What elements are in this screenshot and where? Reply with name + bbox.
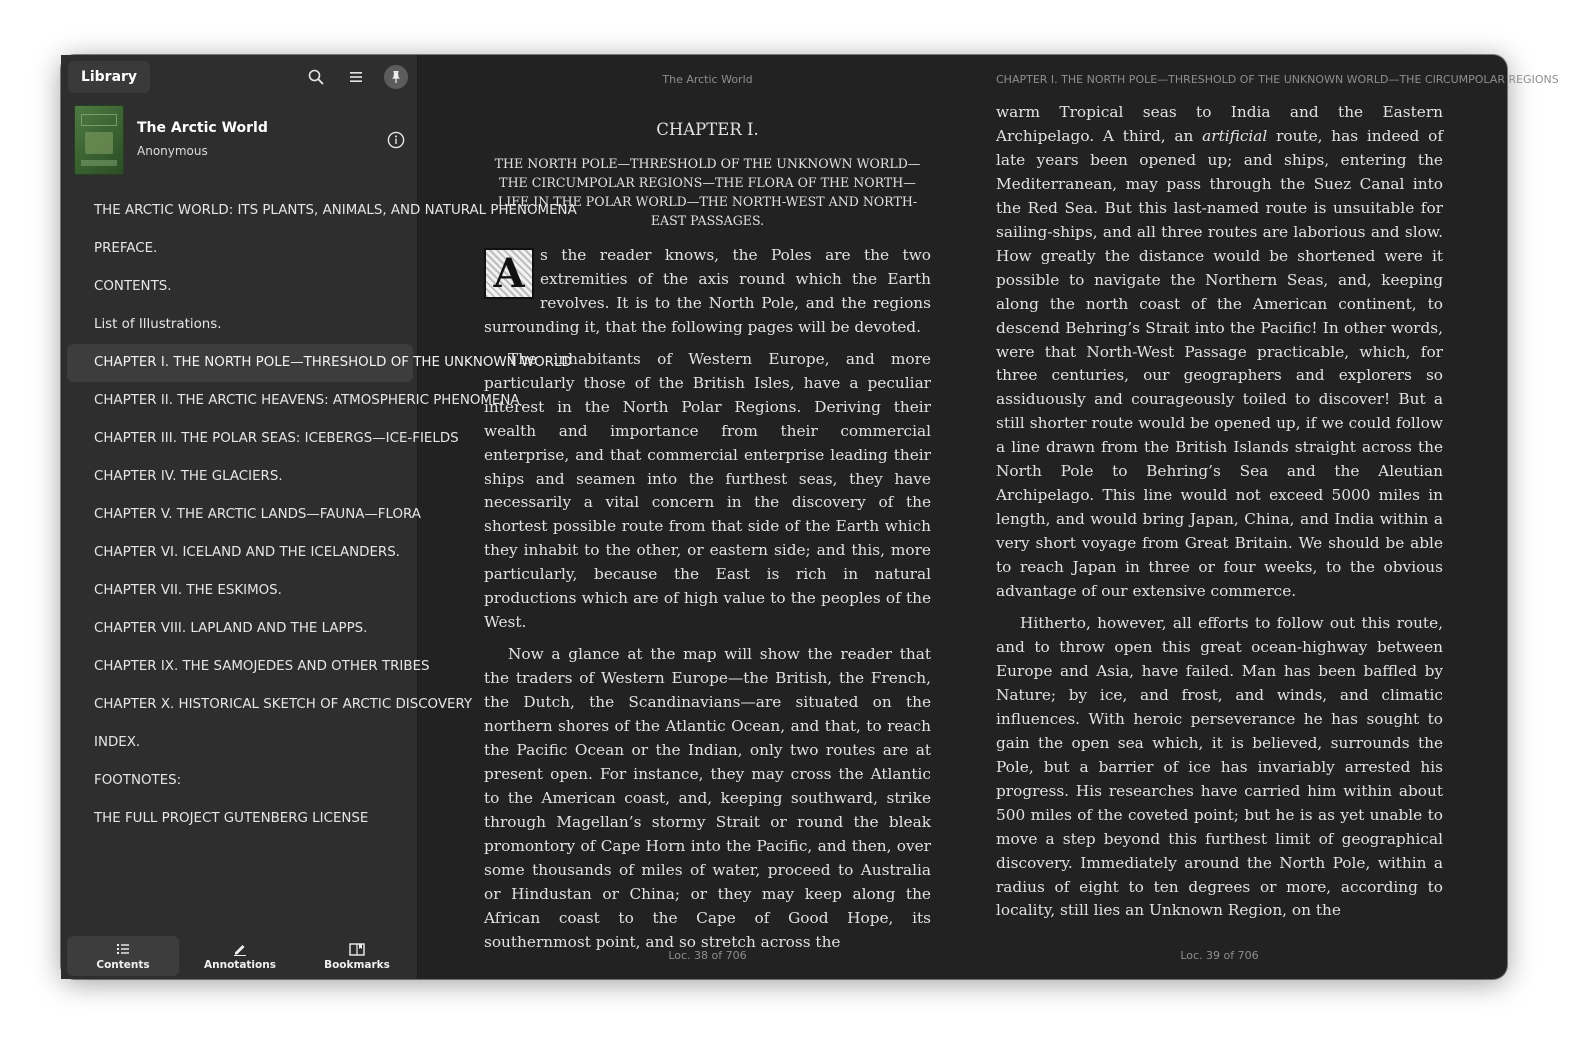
paragraph-text: s the reader knows, the Poles are the two extremities of the axis round which the Earth revolves. It is to the North Pole, and the regions surrounding it, that the following pages will be devoted. (484, 245, 931, 336)
sidebar-tabs (61, 931, 418, 979)
toc-item[interactable]: CHAPTER X. HISTORICAL SKETCH OF ARCTIC DISCOVERY (94, 697, 473, 712)
paragraph (484, 244, 931, 340)
sidebar (61, 55, 577, 979)
tab-bookmarks[interactable] (301, 936, 413, 976)
book-cover (74, 105, 124, 175)
search-icon[interactable] (302, 63, 330, 91)
toc-item[interactable]: CHAPTER IX. THE SAMOJEDES AND OTHER TRIBES (94, 659, 430, 674)
toc-item[interactable]: CONTENTS. (94, 279, 172, 294)
toc-item[interactable]: CHAPTER VIII. LAPLAND AND THE LAPPS. (94, 621, 368, 636)
tab-annotations[interactable] (184, 936, 296, 976)
book-title: The Arctic World (137, 120, 268, 136)
toc-item[interactable]: FOOTNOTES: (94, 773, 182, 788)
pin-icon (384, 65, 408, 89)
toc-item[interactable]: CHAPTER IV. THE GLACIERS. (94, 469, 283, 484)
toc-item[interactable]: INDEX. (94, 735, 141, 750)
paragraph: Now a glance at the map will show the reader that the traders of Western Europe—the British, the French, the Dutch, the Scandinavians—are situated on the northern shores of the Atlantic Ocean, and that, to reach the Pacific Ocean or the Indian, only two routes are at present open. For instance, they may cross the Atlantic to the American coast, and, keeping southward, strike through Magellan’s stormy Strait or round the bleak promontory of Cape Horn into the Pacific, and then, over some thousands of miles of water, proceed to Australia or Hindustan or China; or they may keep along the African coast to the Cape of Good Hope, its southernmost point, and so stretch across the (484, 645, 931, 951)
toc-item[interactable]: List of Illustrations. (94, 317, 222, 332)
right-page[interactable] (996, 101, 1443, 920)
toc-item-active[interactable]: CHAPTER I. THE NORTH POLE—THRESHOLD OF THE UNKNOWN WORLD (67, 344, 413, 382)
pin-button[interactable] (382, 63, 410, 91)
book-bookmark-icon (349, 941, 365, 957)
left-page[interactable] (484, 115, 931, 951)
reader-window (61, 55, 1559, 979)
table-of-contents (67, 192, 577, 838)
paragraph-text: warm Tropical seas to India and the Eastern Archipelago. A third, an (996, 103, 1443, 145)
toc-item[interactable]: CHAPTER V. THE ARCTIC LANDS—FAUNA—FLORA (94, 507, 421, 522)
toc-item[interactable]: CHAPTER III. THE POLAR SEAS: ICEBERGS—ICE-FIELDS (94, 431, 459, 446)
tab-annotations-label: Annotations (204, 959, 276, 971)
toc-item[interactable]: CHAPTER VI. ICELAND AND THE ICELANDERS. (94, 545, 400, 560)
left-page-header: The Arctic World (662, 73, 753, 86)
book-author: Anonymous (137, 144, 208, 158)
right-page-location: Loc. 39 of 706 (1180, 949, 1259, 962)
left-page-location: Loc. 38 of 706 (668, 949, 747, 962)
list-icon (116, 941, 130, 957)
current-book-card[interactable] (61, 101, 418, 179)
toc-item[interactable]: CHAPTER VII. THE ESKIMOS. (94, 583, 282, 598)
info-icon[interactable] (385, 129, 407, 151)
tab-contents-label: Contents (96, 959, 150, 971)
tab-contents[interactable] (67, 936, 179, 976)
paragraph: The inhabitants of Western Europe, and more particularly those of the British Isles, have a peculiar interest in the North Polar Regions. Deriving their wealth and importance from their commercial enterprise, and that commercial enterprise leading their ships and seamen into the furthest seas, they have necessarily a vital concern in the discovery of the shortest possible route from that side of the Earth which they inhabit to the other, or eastern side; and this, more particularly, because the East is rich in natural productions which are of high value to the peoples of the West. (484, 349, 931, 632)
paragraph: Hitherto, however, all efforts to follow out this route, and to throw open this great ocean-highway between Europe and Asia, have failed. Man has been baffled by Nature; by ice, and frost, and winds, and climatic influences. With heroic perseverance he has sought to gain the open sea which, it is believed, surrounds the Pole, but a barrier of ice has invariably arrested his progress. His researches have carried him within about 500 miles of the coveted point; but he is as yet unable to move a step beyond this furthest limit of geographical discovery. Immediately around the North Pole, within a radius of eight to ten degrees or more, according to locality, still lies an Unknown Region, on the (996, 614, 1443, 920)
chapter-subtitle: THE NORTH POLE—THRESHOLD OF THE UNKNOWN WORLD—THE CIRCUMPOLAR REGIONS—THE FLORA OF THE NORTH—LIFE IN THE POLAR WORLD—THE NORTH-WEST AND NORTH-EAST PASSAGES. (494, 155, 921, 228)
tab-bookmarks-label: Bookmarks (324, 959, 390, 971)
toc-item[interactable]: THE ARCTIC WORLD: ITS PLANTS, ANIMALS, AND NATURAL PHENOMENA (94, 203, 577, 218)
toc-item[interactable]: THE FULL PROJECT GUTENBERG LICENSE (94, 811, 369, 826)
pencil-icon (233, 941, 247, 957)
toc-item[interactable]: PREFACE. (94, 241, 158, 256)
library-button[interactable]: Library (68, 61, 150, 93)
chapter-title: CHAPTER I. (656, 120, 759, 139)
emphasis-text: artificial (1202, 126, 1268, 145)
hamburger-menu-icon[interactable] (342, 63, 370, 91)
paragraph (996, 101, 1443, 604)
right-page-header: CHAPTER I. THE NORTH POLE—THRESHOLD OF THE UNKNOWN WORLD—THE CIRCUMPOLAR REGIONS (996, 73, 1559, 86)
paragraph-text: route, has indeed of late years been opened up; and ships, entering the Mediterranean, may pass through the Suez Canal into the Red Sea. But this last-named route is unsuitable for sailing-ships, and all three routes are laborious and slow. How greatly the distance would be shortened were it possible to navigate the Northern Seas, and, keeping along the north coast of the American continent, to descend Behring’s Strait into the Pacific! In other words, were that North-West Passage practicable, which, for three centuries, our geographers and explorers so assiduously and courageously toiled to discover! But a still shorter route would be opened up, if we could follow a line drawn from the British Islands straight across the North Pole to Behring’s Sea and the Aleutian Archipelago. This line would not exceed 5000 miles in length, and would bring Japan, China, and India within a very short voyage from Great Britain. We should be able to reach Japan in three or four weeks, to the obvious advantage of our extensive commerce. (996, 126, 1443, 601)
drop-cap-illustration: A (484, 248, 534, 299)
toc-item[interactable]: CHAPTER II. THE ARCTIC HEAVENS: ATMOSPHERIC PHENOMENA (94, 393, 520, 408)
